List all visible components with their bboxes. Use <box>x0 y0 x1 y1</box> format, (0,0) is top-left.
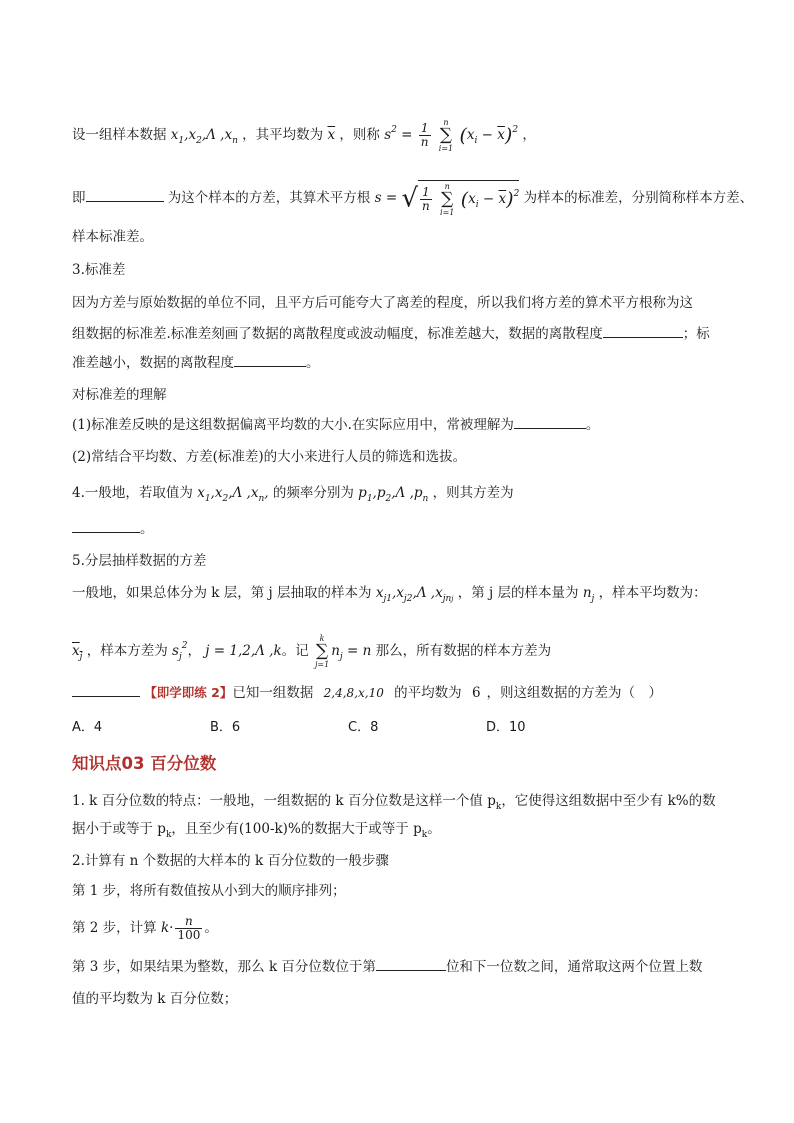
math-data-set: 2,4,8,x,10 <box>323 686 384 700</box>
math-mean-value: 6 <box>471 685 481 701</box>
text-segment: 为这个样本的方差，其算术平方根 <box>167 190 371 206</box>
text-segment: ，则其方差为 <box>432 485 514 501</box>
text-segment: 设一组样本数据 <box>72 127 167 143</box>
text-segment: 。 <box>306 355 320 371</box>
text-segment: 第 3 步，如果结果为整数，那么 k 百分位数位于第 <box>72 959 376 975</box>
option-a[interactable]: A．4 <box>72 720 103 735</box>
text-segment: 一般地，如果总体分为 k 层，第 j 层抽取的样本为 <box>72 585 372 601</box>
fill-blank[interactable] <box>86 201 164 202</box>
text-segment: ，且至少有(100-k)%的数据大于或等于 p <box>171 821 422 837</box>
text-segment: 第 2 步，计算 <box>72 920 157 936</box>
math-stddev-formula: s = √ $\frac{1}{n}$ n ∑ i=1 $(x_i - \overline{x})^2$ <box>374 182 520 217</box>
math-j-range: j = 1,2,Λ ,k <box>205 643 282 659</box>
option-d[interactable]: D．10 <box>486 720 526 735</box>
text-segment: 准差越小，数据的离散程度 <box>72 355 234 371</box>
math-variance-formula: $s^2$ = $\frac{1}{n}$ n ∑ i=1 $(x_i - \overline{x})^2$ <box>384 118 519 153</box>
paragraph-6: 值的平均数为 k 百分位数； <box>72 991 238 1007</box>
text-line-14 <box>72 584 707 608</box>
text-segment: ，第 j 层的样本量为 <box>457 585 579 601</box>
fill-blank[interactable] <box>72 696 140 697</box>
practice-tag: 【即学即练 2】 <box>144 685 233 700</box>
text-segment: 4.一般地，若取值为 <box>72 485 193 501</box>
fill-blank[interactable] <box>376 970 446 971</box>
text-line-15 <box>72 634 551 669</box>
paragraph-4 <box>72 915 218 942</box>
math-nj: $n_j$ <box>582 585 595 604</box>
text-line-8: 对标准差的理解 <box>72 387 167 403</box>
text-subscript: k <box>165 830 172 840</box>
math-x1-xn: $x_1,x_2,\Lambda$ $,x_n$, <box>197 485 269 504</box>
text-segment: 的频率分别为 <box>272 485 354 501</box>
fill-blank[interactable] <box>603 337 683 338</box>
text-line-1 <box>72 118 536 153</box>
fill-blank[interactable] <box>72 532 140 533</box>
math-sj2: $s_j^2$ <box>172 641 188 662</box>
text-segment: 。 <box>140 521 154 537</box>
text-segment: 即 <box>72 190 86 206</box>
text-line-10: (2)常结合平均数、方差(标准差)的大小来进行人员的筛选和选拔。 <box>72 449 467 465</box>
text-segment: (1)标准差反映的是这组数据偏离平均数的大小.在实际应用中，常被理解为 <box>72 417 514 433</box>
fill-blank[interactable] <box>514 428 586 429</box>
section-heading: 知识点03 百分位数 <box>72 754 217 773</box>
text-line-3: 样本标准差。 <box>72 229 153 245</box>
text-segment: 位和下一位数之间，通常取这两个位置上数 <box>445 959 703 975</box>
option-b[interactable]: B．6 <box>210 720 241 735</box>
text-subscript: k <box>421 830 428 840</box>
text-line-7 <box>72 354 320 372</box>
text-segment: ，则这组数据的方差为（ ） <box>486 685 663 701</box>
text-line-4: 3.标准差 <box>72 262 126 278</box>
text-line-2 <box>72 180 753 217</box>
text-segment: 为样本的标准差，分别简称样本方差、 <box>523 190 754 206</box>
text-segment: 。 <box>427 821 441 837</box>
text-line-13: 5.分层抽样数据的方差 <box>72 553 207 569</box>
paragraph-3: 第 1 步，将所有数值按从小到大的顺序排列； <box>72 883 346 899</box>
text-line-11 <box>72 484 514 508</box>
paragraph-5 <box>72 958 702 976</box>
text-line-6 <box>72 325 710 343</box>
math-xj-bar: $x_j$ <box>72 643 83 662</box>
paragraph-1-line-2 <box>72 820 441 844</box>
text-line-5: 因为方差与原始数据的单位不同，且平方后可能夸大了离差的程度，所以我们将方差的算术平方根称为这 <box>72 295 693 311</box>
text-segment: ，样本平均数为： <box>598 585 707 601</box>
text-segment: 。记 <box>281 643 309 659</box>
paragraph-2: 2.计算有 n 个数据的大样本的 k 百分位数的一般步骤 <box>72 853 389 869</box>
text-segment: 。 <box>585 417 600 433</box>
text-line-12 <box>72 520 154 538</box>
text-segment: 组数据的标准差.标准差刻画了数据的离散程度或波动幅度，标准差越大，数据的离散程度 <box>72 326 603 342</box>
text-segment: ，则称 <box>339 127 380 143</box>
math-xbar: $\overline{x}$ <box>327 127 336 143</box>
text-segment: 。 <box>204 920 218 936</box>
text-segment: ，样本方差为 <box>86 643 168 659</box>
text-subscript: k <box>495 802 502 812</box>
text-segment: 已知一组数据 <box>232 685 314 701</box>
text-segment: ；标 <box>682 326 710 342</box>
text-segment: 1. k 百分位数的特点：一般地，一组数据的 k 百分位数是这样一个值 p <box>72 793 496 809</box>
text-segment: 的平均数为 <box>394 685 462 701</box>
text-line-16 <box>72 684 662 702</box>
text-segment: ，它使得这组数据中至少有 k%的数 <box>501 793 716 809</box>
text-segment: ， <box>187 643 201 659</box>
math-sum-nj: k ∑ j=1 $n_j = n$ <box>314 634 372 669</box>
math-p1-pn: $p_1,p_2,\Lambda$ $,p_n$ <box>358 485 429 504</box>
option-c[interactable]: C．8 <box>348 720 379 735</box>
text-segment: 那么，所有数据的样本方差为 <box>375 643 552 659</box>
paragraph-1-line-1 <box>72 792 716 816</box>
fill-blank[interactable] <box>234 366 306 367</box>
math-k-n-over-100: k· $\frac{n}{100}$ <box>160 914 201 942</box>
text-segment: ，其平均数为 <box>242 127 324 143</box>
math-xj-list: $x_{j1},x_{j2},\Lambda$ $,x_{jnj}$ <box>375 585 454 604</box>
text-segment: 据小于或等于 p <box>72 821 166 837</box>
text-segment: ， <box>522 127 536 143</box>
text-line-9 <box>72 416 599 434</box>
math-x1-xn: $x_1,x_2,\Lambda$ $,x_n$ <box>170 127 238 146</box>
